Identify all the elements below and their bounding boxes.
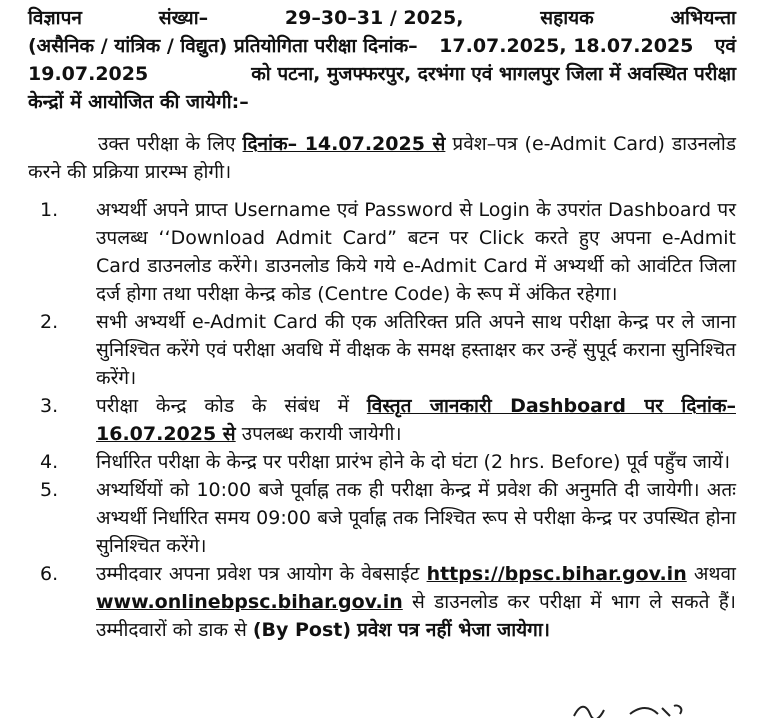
item-3-text-c: उपलब्ध करायी जायेगी। (241, 423, 402, 445)
exam-branches: (असैनिक / यांत्रिक / विद्युत) प्रतियोगिता परीक्षा दिनांक– (28, 35, 418, 57)
intro-line-2 (28, 32, 736, 60)
item-number: 4. (40, 451, 59, 473)
post-word-assistant: सहायक (540, 7, 594, 29)
item-text (96, 392, 736, 448)
para-text-c: प्रवेश–पत्र (e-Admit Card) डाउनलोड करने की प्रक्रिया प्रारम्भ होगी। (28, 133, 736, 183)
and-word: एवं (714, 35, 736, 57)
item-text (96, 560, 736, 644)
item-text: अभ्यर्थियों को 10:00 बजे पूर्वाह्न तक ही परीक्षा केन्द्र में प्रवेश की अनुमति दी जायेगी। अतः अभ्यर्थी निर्धारित समय 09:00 बजे पूर्वाह्न तक निश्चित रूप से परीक्षा केन्द्र पर उपस्थित होना सुनिश्चित करेंगे। (96, 479, 736, 557)
notice-intro (28, 4, 736, 116)
item-number: 1. (40, 199, 59, 221)
onlinebpsc-website-link[interactable]: www.onlinebpsc.bihar.gov.in (96, 591, 403, 613)
item-6-text-a: उम्मीदवार अपना प्रवेश पत्र आयोग के वेबसाईट (96, 563, 420, 585)
item-text: अभ्यर्थी अपने प्राप्त Username एवं Password से Login के उपरांत Dashboard पर उपलब्ध ‘‘Download Admit Card” बटन पर Click करते हुए अपना e-Admit Card डाउनलोड करेंगे। डाउनलोड किये गये e-Admit Card में अभ्यर्थी को आवंटित जिला दर्ज होगा तथा परीक्षा केन्द्र कोड (Centre Code) के रूप में अंकित रहेगा। (96, 199, 736, 305)
list-item (28, 308, 736, 392)
list-item (28, 560, 736, 644)
exam-districts: को पटना, मुजफ्फरपुर, दरभंगा एवं भागलपुर जिला में अवस्थित परीक्षा (251, 63, 736, 85)
admit-card-paragraph (28, 130, 736, 186)
intro-line-3 (28, 60, 736, 88)
para-text-a: उक्त परीक्षा के लिए (98, 133, 236, 155)
list-item (28, 448, 736, 476)
notice-document (28, 4, 736, 644)
advt-number: 29–30–31 / 2025, (284, 7, 464, 29)
item-number: 3. (40, 395, 59, 417)
post-word-engineer: अभियन्ता (670, 7, 736, 29)
intro-line-4 (28, 88, 736, 116)
exam-centres: केन्द्रों में आयोजित की जायेगी:– (28, 91, 249, 113)
by-post-text: (By Post) (252, 619, 352, 641)
instruction-list (28, 196, 736, 644)
list-item (28, 476, 736, 560)
exam-date-3: 19.07.2025 (28, 63, 149, 85)
list-item (28, 392, 736, 448)
advt-label: विज्ञापन (28, 7, 82, 29)
item-number: 5. (40, 479, 59, 501)
admit-card-date: दिनांक– 14.07.2025 से (242, 133, 446, 155)
item-6-text-e: प्रवेश पत्र नहीं भेजा जायेगा। (357, 619, 550, 641)
item-text: सभी अभ्यर्थी e-Admit Card की एक अतिरिक्त प्रति अपने साथ परीक्षा केन्द्र पर ले जाना सुनिश्चित करेंगे एवं परीक्षा अवधि में वीक्षक के समक्ष हस्ताक्षर कर उन्हें सुपूर्द कराना सुनिश्चित करेंगे। (96, 311, 736, 389)
item-text: निर्धारित परीक्षा के केन्द्र पर परीक्षा प्रारंभ होने के दो घंटा (2 hrs. Before) पूर्व पहुँच जायें। (96, 451, 731, 473)
item-number: 6. (40, 563, 59, 585)
intro-line-1 (28, 4, 736, 32)
bpsc-website-link[interactable]: https://bpsc.bihar.gov.in (426, 563, 687, 585)
item-3-text-a: परीक्षा केन्द्र कोड के संबंध में (96, 395, 349, 417)
dashboard-info-date: विस्तृत जानकारी Dashboard पर दिनांक– 16.07.2025 से (96, 395, 736, 445)
item-number: 2. (40, 311, 59, 333)
signature-mark (570, 700, 690, 718)
exam-dates: 17.07.2025, 18.07.2025 (439, 35, 694, 57)
advt-number-label: संख्या– (158, 7, 209, 29)
item-6-text-c: से डाउनलोड कर परीक्षा में भाग ले सकते हैं। उम्मीदवारों को डाक से (96, 591, 736, 641)
item-6-text-b: अथवा (693, 563, 736, 585)
list-item (28, 196, 736, 308)
